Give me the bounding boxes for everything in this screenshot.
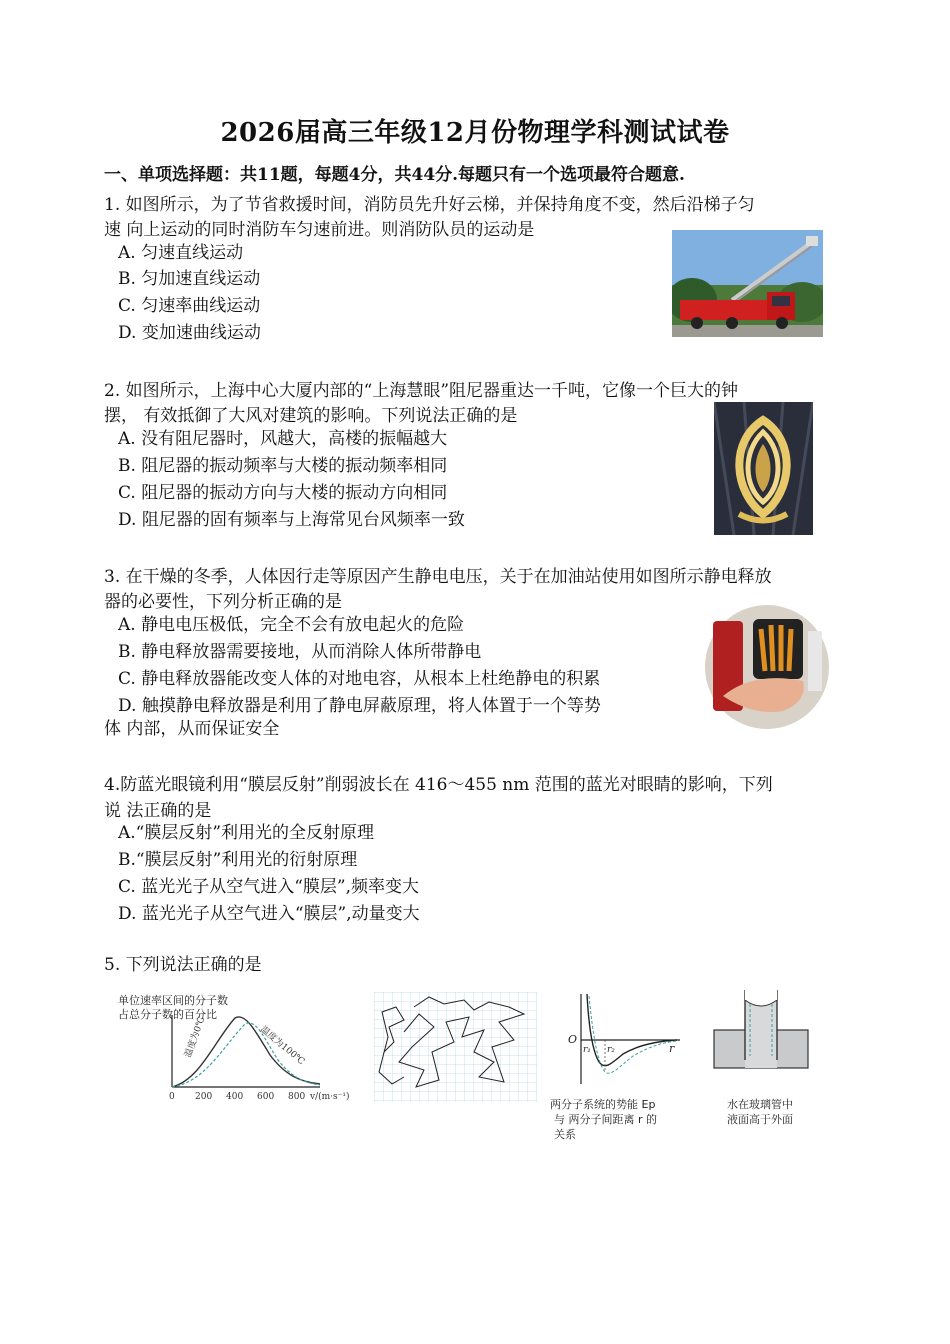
q1-option-c: C. 匀速率曲线运动 — [118, 296, 261, 316]
q4-option-a: A.“膜层反射”利用光的全反射原理 — [118, 823, 375, 843]
q4-option-d: D. 蓝光光子从空气进入“膜层”,动量变大 — [118, 904, 420, 924]
q2-option-c: C. 阻尼器的振动方向与大楼的振动方向相同 — [118, 483, 448, 503]
capillary-figure — [712, 990, 810, 1070]
damper-image — [714, 402, 813, 535]
q1-option-d: D. 变加速曲线运动 — [118, 323, 261, 343]
q3-stem-line1: 3. 在干燥的冬季，人体因行走等原因产生静电电压，关于在加油站使用如图所示静电释放 — [104, 567, 772, 587]
q2-option-d: D. 阻尼器的固有频率与上海常见台风频率一致 — [118, 510, 465, 530]
brownian-motion-figure — [374, 992, 537, 1102]
q1-option-a: A. 匀速直线运动 — [118, 243, 244, 263]
fire-truck-image — [672, 230, 823, 337]
q3-option-b: B. 静电释放器需要接地，从而消除人体所带静电 — [118, 642, 482, 662]
capillary-caption-1: 水在玻璃管中 — [727, 1098, 793, 1111]
q4-option-c: C. 蓝光光子从空气进入“膜层”,频率变大 — [118, 877, 419, 897]
r2-label: r₂ — [607, 1045, 615, 1055]
curve-label-0c: 温度为0℃ — [183, 1015, 208, 1060]
q3-option-c: C. 静电释放器能改变人体的对地电容，从根本上杜绝静电的积累 — [118, 669, 601, 689]
potential-energy-chart — [565, 992, 685, 1087]
q4-stem-line2: 说 法正确的是 — [104, 801, 212, 821]
q2-option-b: B. 阻尼器的振动频率与大楼的振动频率相同 — [118, 456, 448, 476]
q4-stem-line1: 4.防蓝光眼镜利用“膜层反射”削弱波长在 416～455 nm 范围的蓝光对眼睛的影响，下列 — [104, 775, 773, 795]
capillary-caption-2: 液面高于外面 — [727, 1113, 793, 1126]
potential-caption-2: 与 两分子间距离 r 的 — [554, 1113, 658, 1126]
q2-option-a: A. 没有阻尼器时，风越大，高楼的振幅越大 — [118, 429, 448, 449]
q5-stem: 5. 下列说法正确的是 — [104, 955, 262, 975]
q3-option-a: A. 静电电压极低，完全不会有放电起火的危险 — [118, 615, 465, 635]
q1-stem-line2: 速 向上运动的同时消防车匀速前进。则消防队员的运动是 — [104, 220, 535, 240]
q3-stem-line2: 器的必要性，下列分析正确的是 — [104, 592, 342, 612]
potential-caption-3: 关系 — [554, 1128, 576, 1141]
r1-label: r₁ — [583, 1045, 591, 1055]
x-tick-600: 600 — [257, 1092, 275, 1102]
q3-option-d-cont: 体 内部，从而保证安全 — [104, 719, 280, 739]
curve-label-100c: 温度为100℃ — [258, 1024, 307, 1068]
q1-stem-line1: 1. 如图所示，为了节省救援时间，消防员先升好云梯，并保持角度不变，然后沿梯子匀 — [104, 195, 755, 215]
q2-stem-line2: 摆， 有效抵御了大风对建筑的影响。下列说法正确的是 — [104, 406, 518, 426]
q4-option-b: B.“膜层反射”利用光的衍射原理 — [118, 850, 358, 870]
q3-option-d: D. 触摸静电释放器是利用了静电屏蔽原理，将人体置于一个等势 — [118, 696, 601, 716]
x-axis-label: v/(m·s⁻¹) — [310, 1092, 350, 1102]
q2-stem-line1: 2. 如图所示，上海中心大厦内部的“上海慧眼”阻尼器重达一千吨，它像一个巨大的钟 — [104, 381, 739, 401]
potential-caption-1: 两分子系统的势能 Ep — [550, 1098, 656, 1111]
speed-dist-ylabel-1: 单位速率区间的分子数 — [118, 994, 228, 1007]
speed-distribution-chart — [160, 1010, 350, 1105]
x-tick-800: 800 — [288, 1092, 306, 1102]
x-tick-400: 400 — [226, 1092, 244, 1102]
origin-label: O — [568, 1033, 578, 1046]
section-heading: 一、单项选择题：共11题，每题4分，共44分.每题只有一个选项最符合题意. — [104, 165, 685, 185]
x-tick-0: 0 — [169, 1092, 175, 1102]
r-axis-label: r — [669, 1042, 675, 1055]
x-tick-200: 200 — [195, 1092, 213, 1102]
speed-dist-ylabel-2: 占总分子数的百分比 — [118, 1008, 217, 1021]
page-title: 2026届高三年级12月份物理学科测试试卷 — [220, 118, 730, 148]
static-discharger-image — [693, 601, 841, 733]
q1-option-b: B. 匀加速直线运动 — [118, 269, 261, 289]
